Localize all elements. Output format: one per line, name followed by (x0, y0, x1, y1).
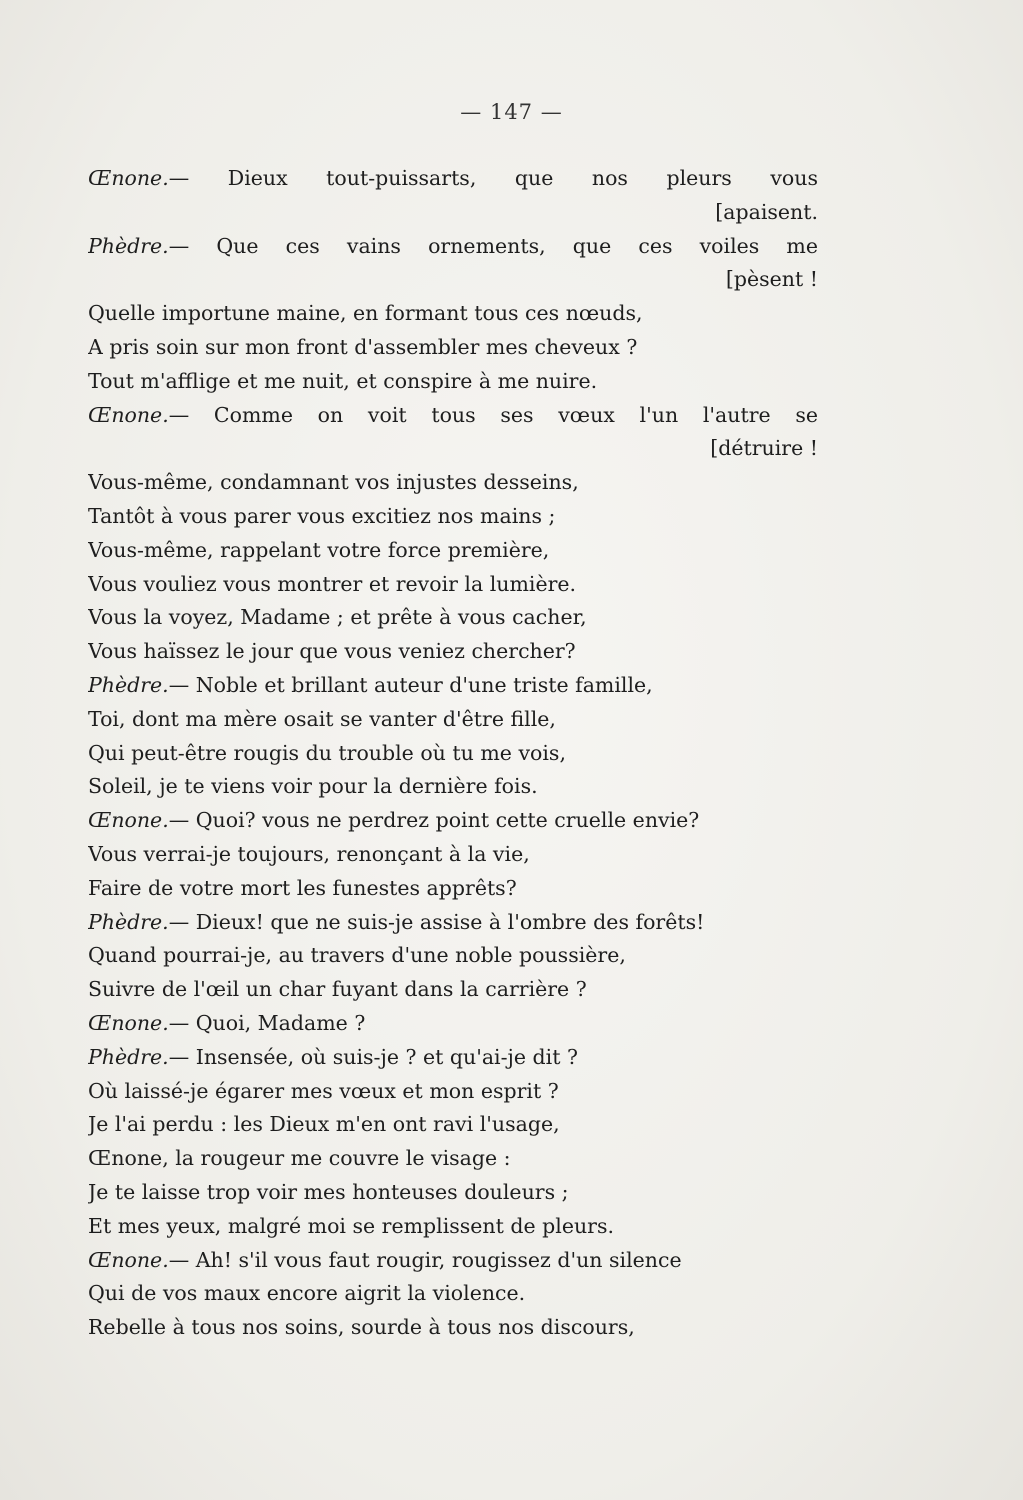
speaker-name: Œnone. (88, 166, 169, 190)
verse-line (88, 770, 818, 804)
verse-line (88, 331, 818, 365)
verse-line (88, 669, 818, 703)
verse-text: Faire de votre mort les funestes apprêts? (88, 875, 517, 900)
verse-text: — Quoi, Madame ? (168, 1010, 366, 1035)
verse-line (88, 872, 818, 906)
verse-line (88, 365, 818, 399)
verse-text: Tantôt à vous parer vous excitiez nos mains ; (88, 503, 556, 528)
speaker-name: Œnone. (88, 1010, 169, 1035)
verse-line (88, 703, 818, 737)
verse-text: Qui de vos maux encore aigrit la violence. (88, 1281, 526, 1306)
verse-text: Quelle importune maine, en formant tous ces nœuds, (88, 301, 643, 326)
verse-line (88, 1142, 818, 1176)
verse-text: Soleil, je te viens voir pour la dernière fois. (88, 774, 538, 799)
verse-text: Où laissé-je égarer mes vœux et mon esprit ? (88, 1078, 559, 1103)
verse-line (88, 297, 818, 331)
verse-line (88, 1007, 818, 1041)
verse-line (88, 1041, 818, 1075)
verse-line (88, 1108, 818, 1142)
verse-text: — Dieux! que ne suis-je assise à l'ombre des forêts! (168, 909, 705, 934)
verse-continuation (88, 263, 818, 297)
verse-text: [détruire ! (710, 436, 818, 461)
verse-line (88, 568, 818, 602)
verse-line (88, 804, 818, 838)
verse-text: — Que ces vains ornements, que ces voiles me (168, 233, 818, 258)
verse-text: Vous-même, condamnant vos injustes desseins, (88, 470, 579, 495)
verse-text: Vous-même, rappelant votre force première, (88, 537, 550, 562)
verse-line (88, 906, 818, 940)
verse-line (88, 1210, 818, 1244)
verse-line (88, 162, 818, 196)
speaker-name: Phèdre. (88, 672, 169, 697)
verse-text: — Insensée, où suis-je ? et qu'ai-je dit ? (168, 1044, 578, 1069)
verse-line (88, 1176, 818, 1210)
verse-text: — Quoi? vous ne perdrez point cette cruelle envie? (168, 808, 700, 833)
verse-line (88, 601, 818, 635)
speaker-name: Œnone. (88, 1247, 169, 1272)
speaker-name: Phèdre. (88, 909, 169, 934)
verse-continuation (88, 196, 818, 230)
verse-line (88, 230, 818, 264)
verse-line (88, 1244, 818, 1278)
speaker-name: Phèdre. (88, 1044, 169, 1069)
verse-text: Vous haïssez le jour que vous veniez chercher? (88, 639, 576, 664)
page-number: — 147 — (460, 100, 563, 124)
verse-line (88, 838, 818, 872)
verse-text: Qui peut-être rougis du trouble où tu me vois, (88, 740, 566, 765)
speaker-name: Œnone. (88, 808, 169, 833)
verse-text: Suivre de l'œil un char fuyant dans la carrière ? (88, 977, 587, 1002)
verse-line (88, 973, 818, 1007)
verse-line (88, 939, 818, 973)
verse-text: Tout m'afflige et me nuit, et conspire à me nuire. (88, 368, 598, 393)
verse-line (88, 1075, 818, 1109)
speaker-name: Œnone. (88, 402, 169, 427)
verse-text: Toi, dont ma mère osait se vanter d'être fille, (88, 706, 556, 731)
verse-text: Vous vouliez vous montrer et revoir la lumière. (88, 571, 577, 596)
verse-continuation (88, 432, 818, 466)
verse-line (88, 1311, 818, 1345)
verse-line (88, 635, 818, 669)
verse-text: Quand pourrai-je, au travers d'une noble poussière, (88, 943, 626, 968)
verse-line (88, 1277, 818, 1311)
verse-text: Rebelle à tous nos soins, sourde à tous nos discours, (88, 1315, 635, 1340)
verse-text: Vous verrai-je toujours, renonçant à la vie, (88, 841, 530, 866)
verse-line (88, 500, 818, 534)
verse-line (88, 737, 818, 771)
verse-text: Et mes yeux, malgré moi se remplissent de pleurs. (88, 1213, 615, 1238)
verse-text: Œnone, la rougeur me couvre le visage : (88, 1146, 511, 1171)
verse-text: Je te laisse trop voir mes honteuses douleurs ; (88, 1179, 569, 1204)
verse-text: A pris soin sur mon front d'assembler mes cheveux ? (88, 334, 638, 359)
verse-text: — Dieux tout-puissarts, que nos pleurs vous (168, 166, 818, 190)
verse-text: [apaisent. (715, 199, 818, 224)
verse-text: — Noble et brillant auteur d'une triste famille, (168, 672, 653, 697)
verse-text: — Ah! s'il vous faut rougir, rougissez d'un silence (168, 1247, 682, 1272)
speaker-name: Phèdre. (88, 233, 169, 258)
verse-line (88, 399, 818, 433)
verse-text: Je l'ai perdu : les Dieux m'en ont ravi l'usage, (88, 1112, 560, 1137)
verse-line (88, 534, 818, 568)
verse-block (88, 162, 818, 1345)
verse-line (88, 466, 818, 500)
verse-text: — Comme on voit tous ses vœux l'un l'autre se (168, 402, 818, 427)
verse-text: Vous la voyez, Madame ; et prête à vous cacher, (88, 605, 587, 630)
verse-text: [pèsent ! (725, 267, 818, 292)
